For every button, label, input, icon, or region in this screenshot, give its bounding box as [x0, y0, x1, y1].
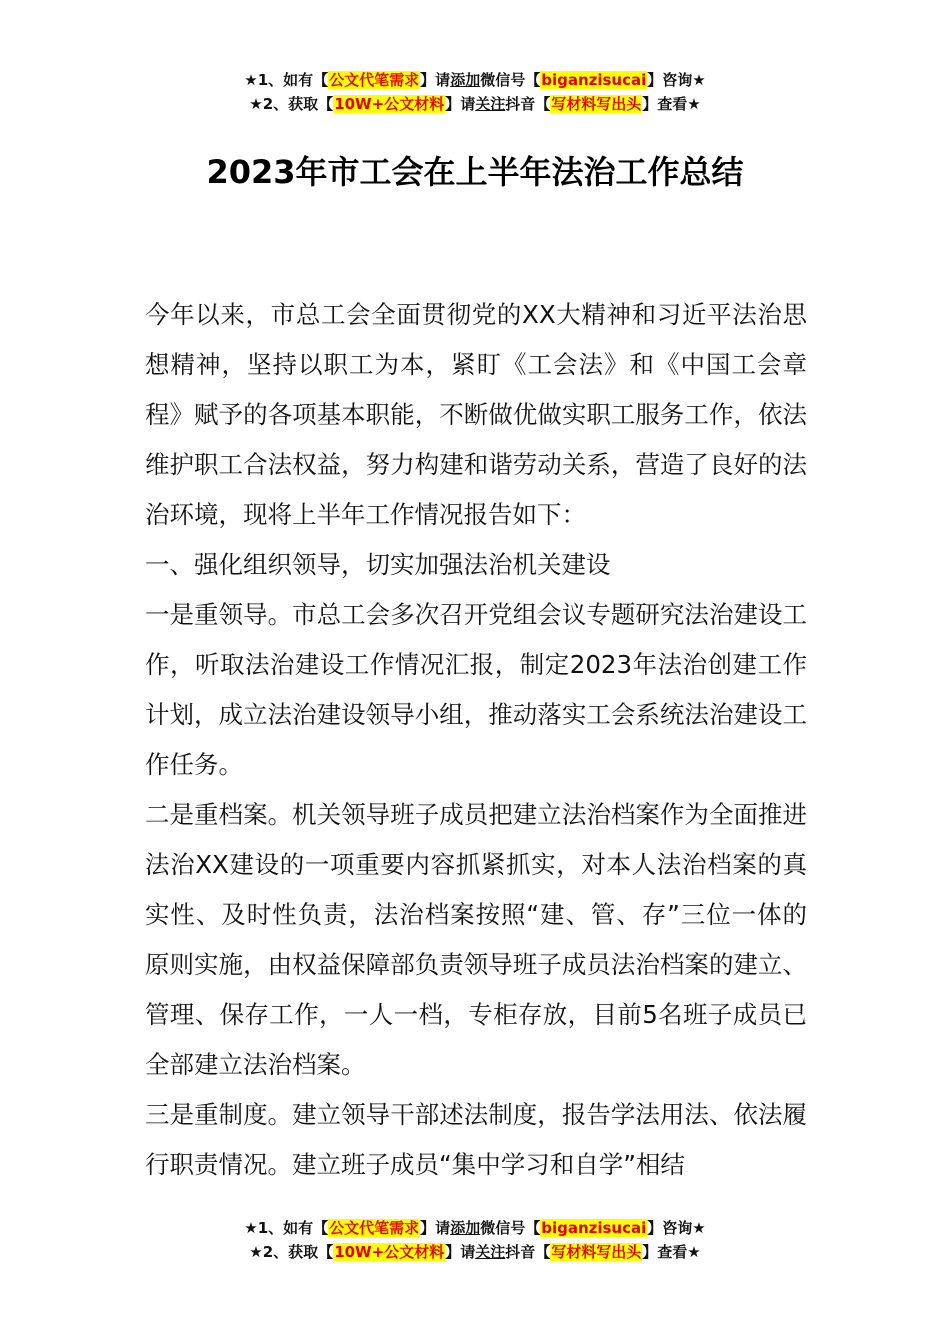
banner-highlight: 10W+公文材料 [334, 1243, 445, 1261]
banner-text: ★2、获取【 [249, 95, 334, 113]
banner-text: 抖音【 [505, 1243, 551, 1261]
banner-text: 】请 [420, 1219, 451, 1237]
banner-highlight: 写材料写出头 [551, 95, 642, 113]
intro-paragraph: 今年以来，市总工会全面贯彻党的XX大精神和习近平法治思想精神，坚持以职工为本，紧盯《工会法》和《中国工会章程》赋予的各项基本职能，不断做优做实职工服务工作，依法维护职工合法权益，努力构建和谐劳动关系，营造了良好的法治环境，现将上半年工作情况报告如下： [145, 300, 807, 529]
banner-line-2 [0, 92, 950, 116]
banner-text: 】查看★ [642, 95, 701, 113]
banner-text: ★1、如有【 [244, 71, 329, 89]
document-body [145, 290, 807, 1190]
banner-line-1 [0, 1216, 950, 1240]
body-paragraph: 二是重档案。机关领导班子成员把建立法治档案作为全面推进法治XX建设的一项重要内容抓紧抓实，对本人法治档案的真实性、及时性负责，法治档案按照“建、管、存”三位一体的原则实施，由权益保障部负责领导班子成员法治档案的建立、管理、保存工作，一人一档，专柜存放，目前5名班子成员已全部建立法治档案。 [145, 800, 807, 1079]
body-paragraph: 三是重制度。建立领导干部述法制度，报告学法用法、依法履行职责情况。建立班子成员“集中学习和自学”相结 [145, 1100, 807, 1179]
banner-line-2 [0, 1240, 950, 1264]
banner-text: 】请 [445, 1243, 476, 1261]
banner-text: 】查看★ [642, 1243, 701, 1261]
banner-line-1 [0, 68, 950, 92]
banner-text: ★2、获取【 [249, 1243, 334, 1261]
banner-text: 】请 [445, 95, 476, 113]
banner-highlight: 公文代笔需求 [329, 71, 420, 89]
banner-highlight: biganzisucai [541, 71, 647, 89]
banner-emphasis: 关注 [475, 1243, 506, 1261]
banner-text: 】请 [420, 71, 451, 89]
banner-text: 抖音【 [505, 95, 551, 113]
banner-text: 】咨询★ [647, 71, 706, 89]
footer-banner [0, 1216, 950, 1264]
banner-emphasis: 添加 [450, 1219, 481, 1237]
banner-text: 】咨询★ [647, 1219, 706, 1237]
header-banner [0, 68, 950, 116]
section-heading: 一、强化组织领导，切实加强法治机关建设 [145, 550, 611, 579]
banner-highlight: 写材料写出头 [551, 1243, 642, 1261]
banner-text: 微信号【 [480, 1219, 541, 1237]
banner-text: ★1、如有【 [244, 1219, 329, 1237]
banner-highlight: 10W+公文材料 [334, 95, 445, 113]
banner-highlight: biganzisucai [541, 1219, 647, 1237]
body-paragraph: 一是重领导。市总工会多次召开党组会议专题研究法治建设工作，听取法治建设工作情况汇报，制定2023年法治创建工作计划，成立法治建设领导小组，推动落实工会系统法治建设工作任务。 [145, 600, 807, 779]
banner-text: 微信号【 [480, 71, 541, 89]
banner-highlight: 公文代笔需求 [329, 1219, 420, 1237]
banner-emphasis: 添加 [450, 71, 481, 89]
document-title: 2023年市工会在上半年法治工作总结 [206, 153, 744, 191]
banner-emphasis: 关注 [475, 95, 506, 113]
